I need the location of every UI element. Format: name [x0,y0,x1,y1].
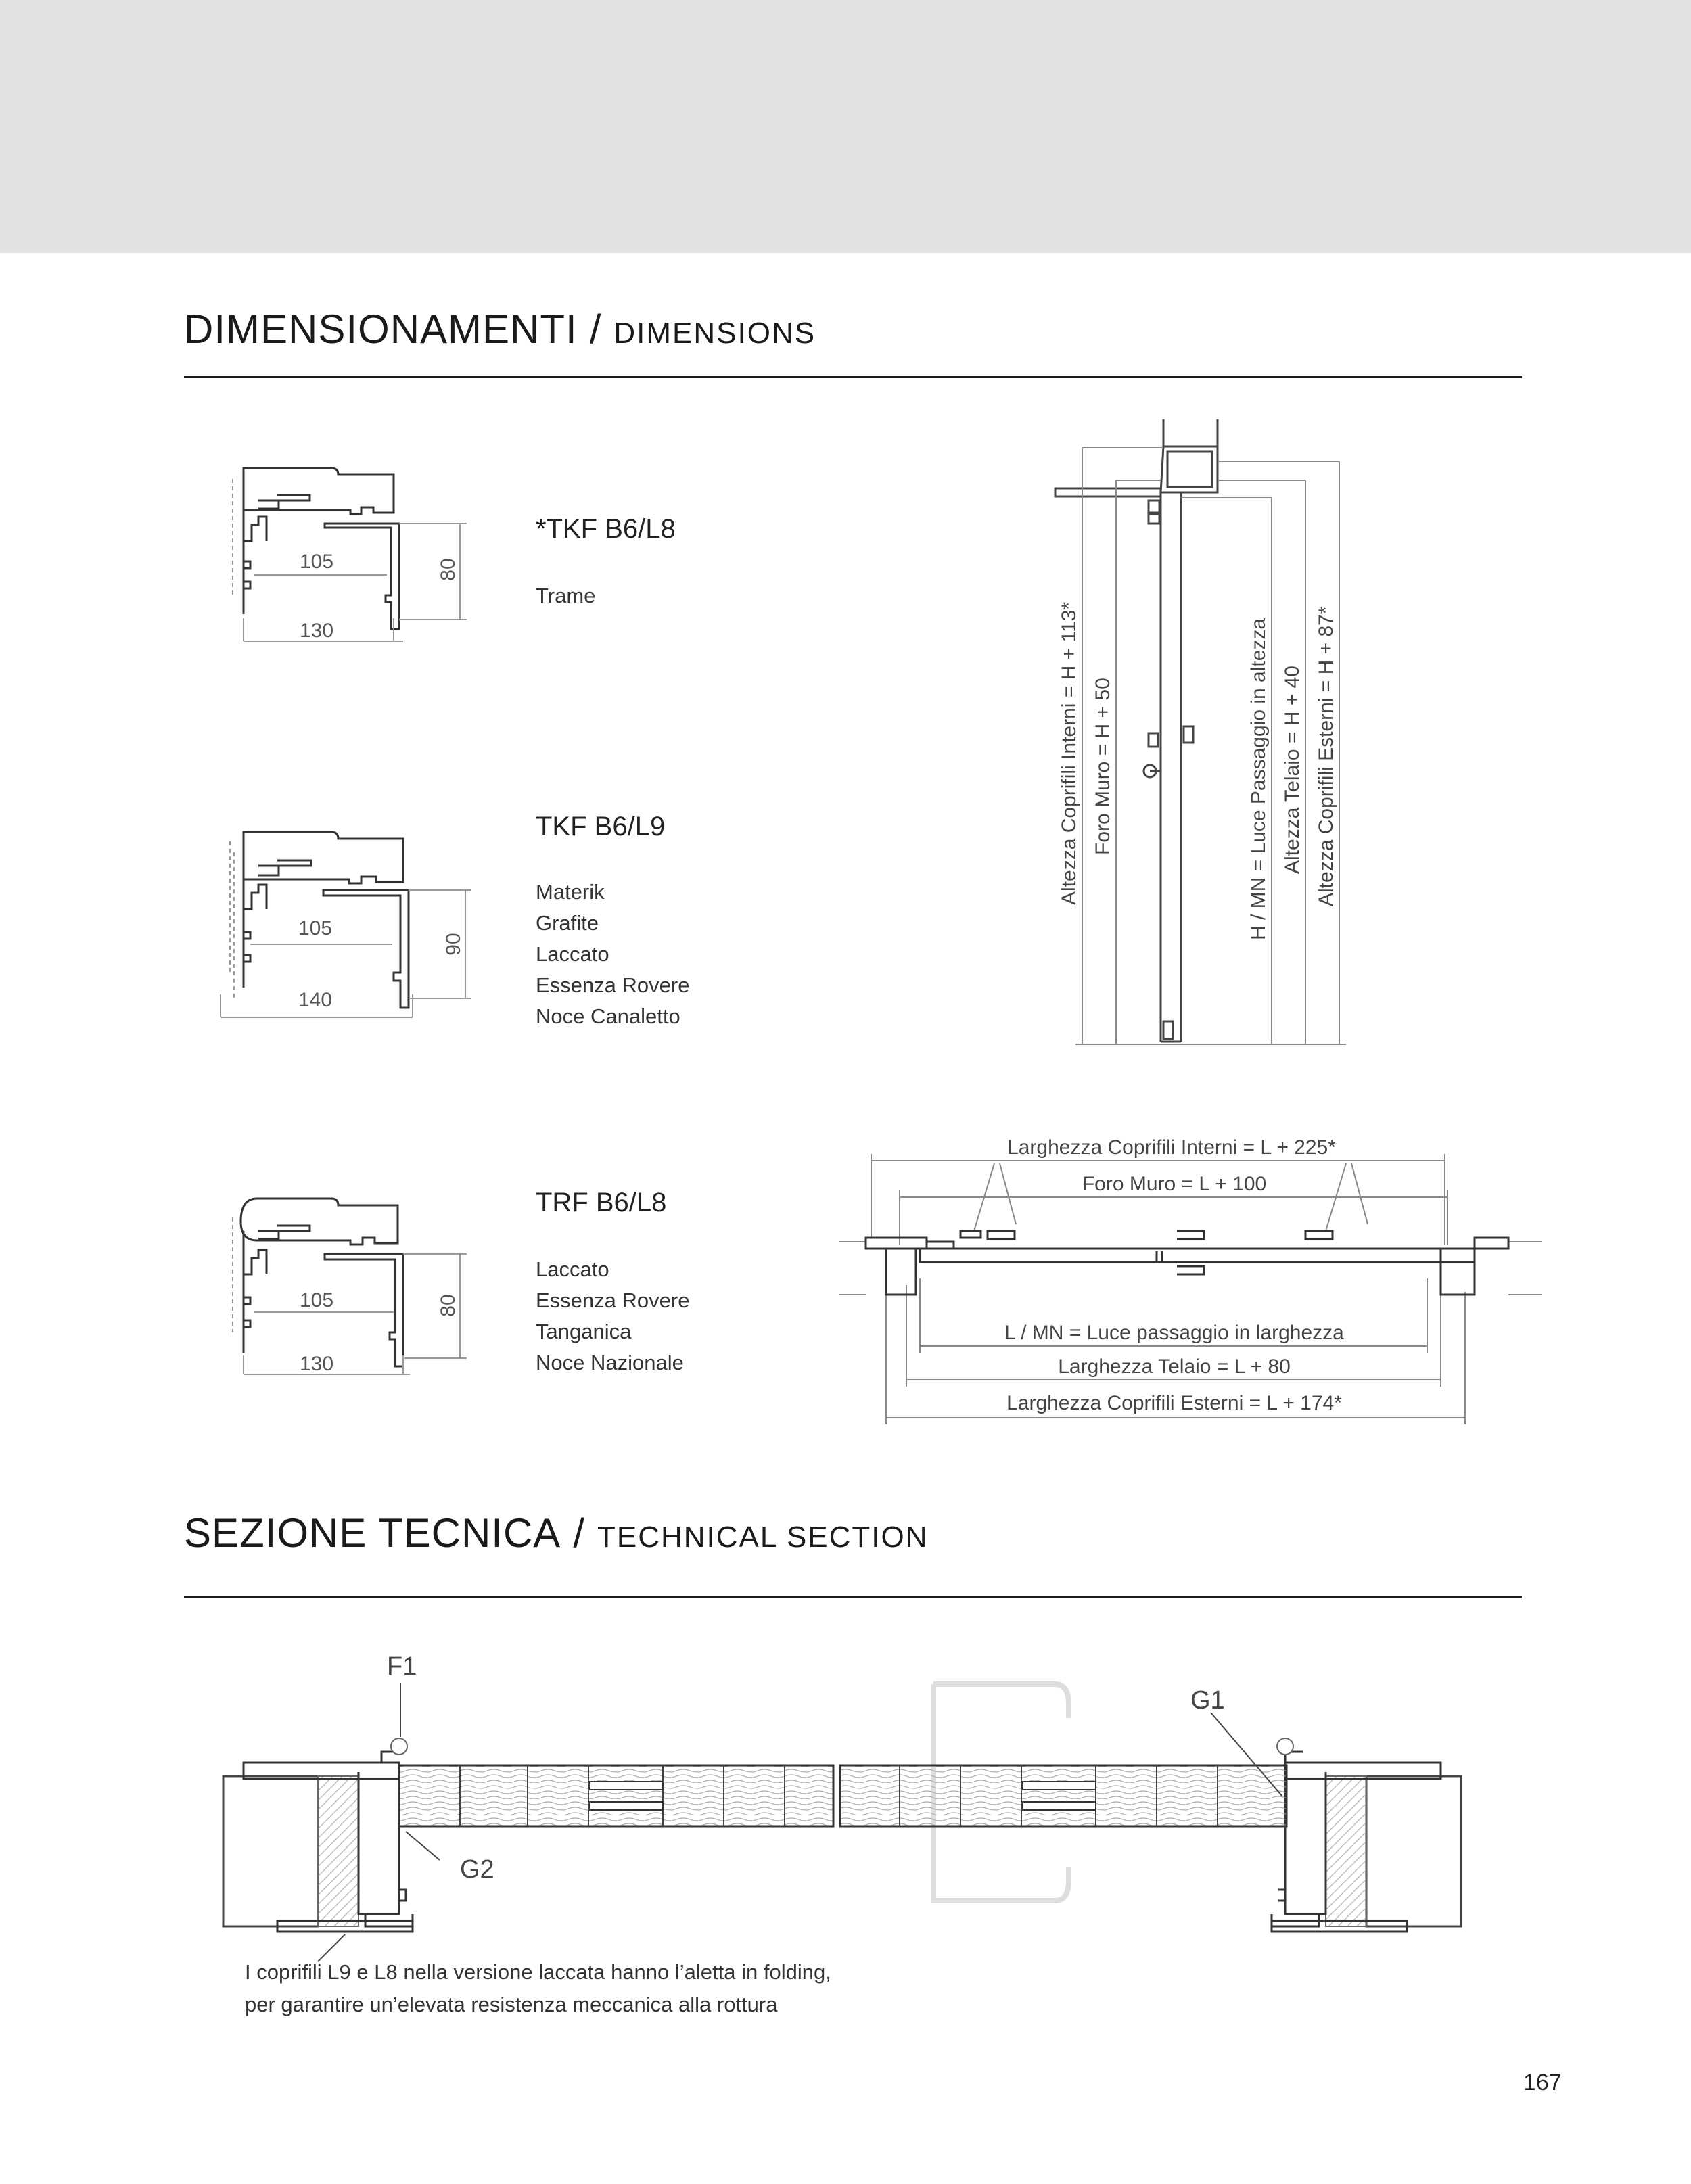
p3-depth: 80 [437,1294,459,1317]
finish-item: Laccato [536,942,609,966]
finish-item: Noce Nazionale [536,1351,684,1374]
height-label-foro-muro: Foro Muro = H + 50 [1092,678,1114,855]
height-label-telaio: Altezza Telaio = H + 40 [1281,666,1303,874]
dimensions-rule [184,376,1522,378]
finish-item: Essenza Rovere [536,973,690,997]
technical-title [184,1510,929,1556]
product-name-1: *TKF B6/L8 [536,514,676,544]
p2-outer-width: 140 [298,989,333,1011]
note-line: I coprifili L9 e L8 nella versione laccata hanno l’aletta in folding, [245,1960,831,1984]
finish-item: Grafite [536,911,599,935]
page-number: 167 [1523,2070,1562,2095]
profile-drawing-1 [216,460,473,649]
height-label-luce: H / MN = Luce Passaggio in altezza [1247,618,1270,940]
dimensions-title-main: DIMENSIONAMENTI [184,306,578,352]
finish-item: Trame [536,584,596,607]
technical-title-main: SEZIONE TECNICA [184,1510,561,1556]
dimensions-title-sub: DIMENSIONS [613,317,816,350]
width-label-foro-muro: Foro Muro = L + 100 [1082,1173,1267,1195]
finish-item: Noce Canaletto [536,1004,680,1028]
p3-outer-width: 130 [299,1353,334,1375]
callout-g2: G2 [460,1855,494,1884]
header-band [0,0,1691,253]
technical-title-slash: / [573,1510,585,1556]
callout-g1: G1 [1190,1686,1225,1715]
width-label-luce: L / MN = Luce passaggio in larghezza [1004,1322,1344,1344]
p3-inner-width: 105 [299,1289,334,1311]
p1-outer-width: 130 [299,620,334,642]
finish-item: Essenza Rovere [536,1288,690,1312]
product-finishes-3 [536,1254,689,1378]
p1-inner-width: 105 [299,551,334,573]
p2-inner-width: 105 [298,917,333,939]
height-label-interni: Altezza Coprifili Interni = H + 113* [1058,602,1080,905]
height-label-esterni: Altezza Coprifili Esterni = H + 87* [1315,606,1337,906]
width-label-interni: Larghezza Coprifili Interni = L + 225* [1007,1136,1336,1159]
height-dimension-drawing [1042,413,1380,1062]
technical-section-drawing [216,1637,1488,1955]
callout-f1: F1 [387,1652,417,1681]
finish-item: Laccato [536,1257,609,1281]
dimensions-title-slash: / [589,306,602,352]
width-label-esterni: Larghezza Coprifili Esterni = L + 174* [1006,1392,1342,1414]
product-finishes-2 [536,877,689,1032]
product-name-3: TRF B6/L8 [536,1188,667,1217]
product-finishes-1 [536,580,595,611]
note-line: per garantire un’elevata resistenza meccanica alla rottura [245,1993,778,2016]
p2-depth: 90 [442,933,465,956]
width-dimension-drawing [839,1123,1542,1434]
finish-item: Tanganica [536,1320,632,1343]
finish-item: Materik [536,880,605,904]
p1-depth: 80 [437,558,459,581]
profile-drawing-2 [210,825,480,1028]
technical-title-sub: TECHNICAL SECTION [597,1520,929,1554]
profile-drawing-3 [216,1190,473,1387]
technical-rule [184,1596,1522,1598]
product-name-2: TKF B6/L9 [536,812,666,841]
width-label-telaio: Larghezza Telaio = L + 80 [1058,1355,1291,1378]
technical-note [245,1956,831,2021]
dimensions-title [184,306,816,352]
